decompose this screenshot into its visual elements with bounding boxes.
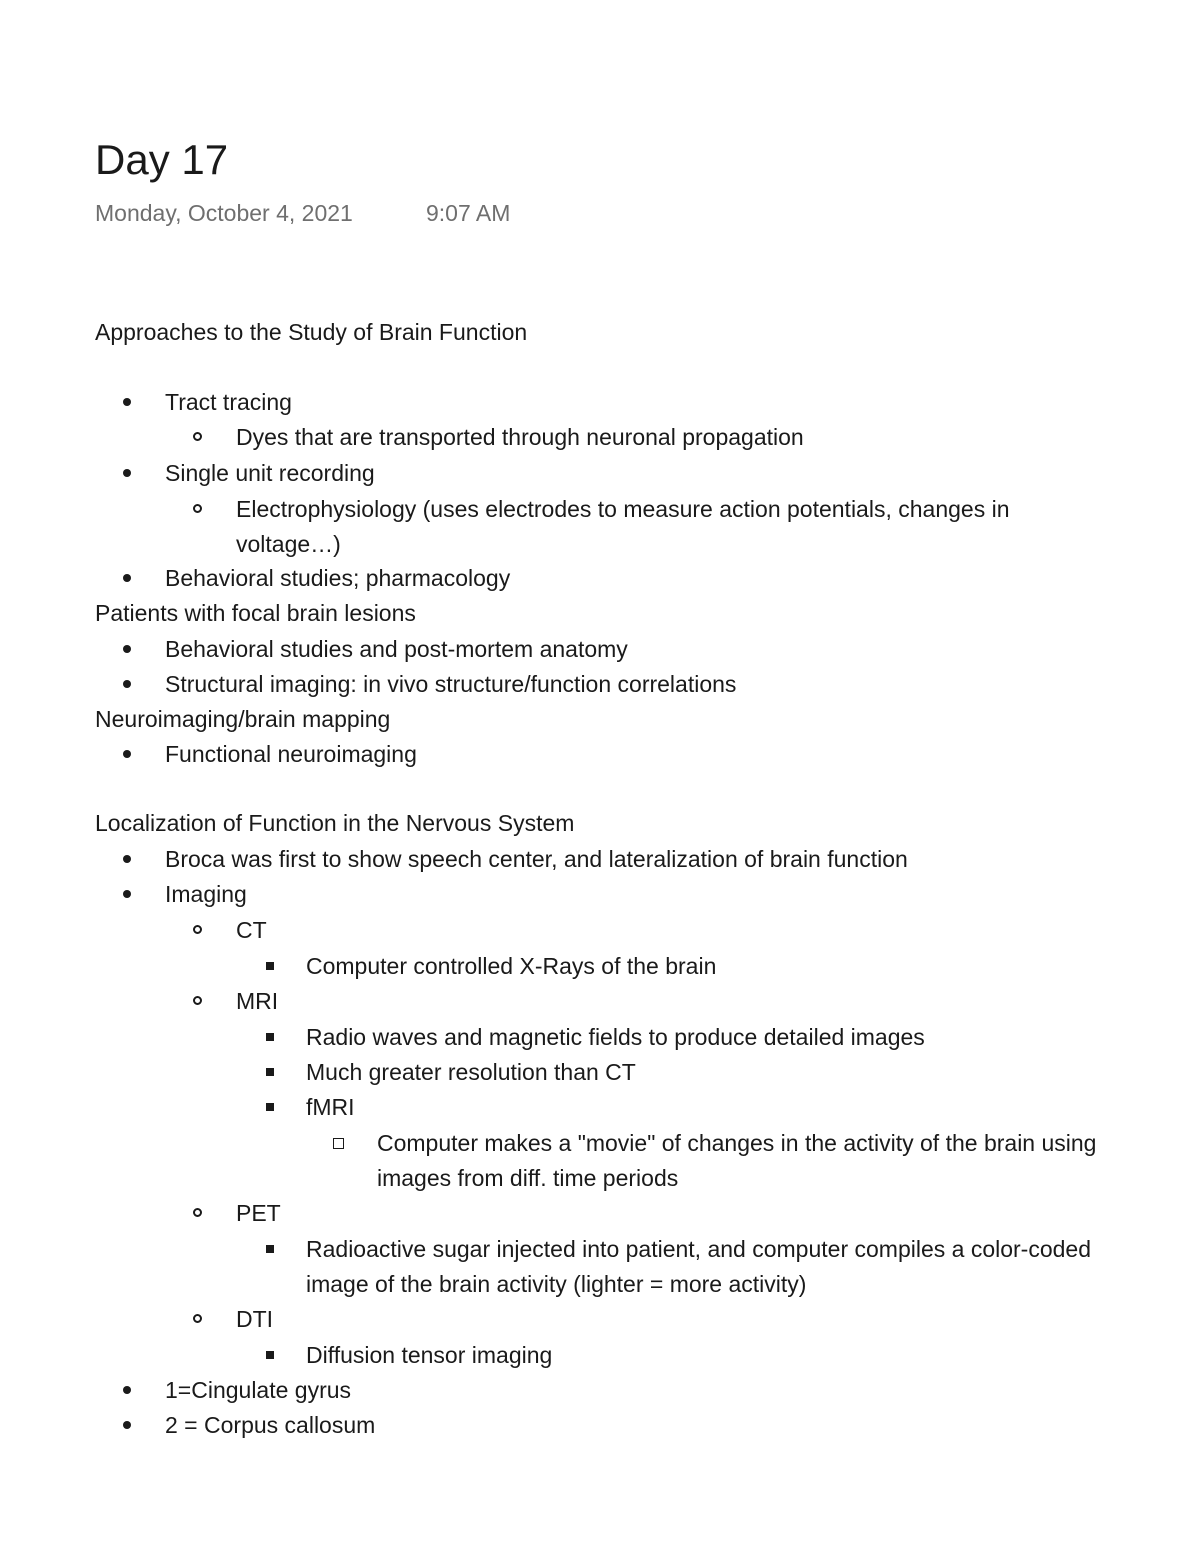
- section-heading: Patients with focal brain lesions: [95, 600, 416, 626]
- list-item: Radioactive sugar injected into patient, and computer compiles a color-coded: [306, 1236, 1091, 1262]
- section-heading: Approaches to the Study of Brain Function: [95, 319, 528, 345]
- bullet-dot-icon: [123, 739, 137, 769]
- bullet-dot-icon: [123, 563, 137, 593]
- bullet-circle-icon: [193, 915, 207, 945]
- list-item: Electrophysiology (uses electrodes to measure action potentials, changes in: [236, 496, 1010, 522]
- list-item-continuation: images from diff. time periods: [377, 1165, 679, 1191]
- bullet-circle-icon: [193, 986, 207, 1016]
- list-item: Computer makes a "movie" of changes in the activity of the brain using: [377, 1130, 1097, 1156]
- bullet-circle-icon: [193, 422, 207, 452]
- bullet-circle-icon: [193, 1304, 207, 1334]
- bullet-square-icon: [266, 1340, 280, 1370]
- note-time: 9:07 AM: [426, 200, 511, 226]
- list-item: Single unit recording: [165, 460, 375, 486]
- bullet-dot-icon: [123, 879, 137, 909]
- list-item: Behavioral studies and post-mortem anatomy: [165, 636, 628, 662]
- bullet-dot-icon: [123, 458, 137, 488]
- bullet-square-icon: [266, 951, 280, 981]
- bullet-square-icon: [266, 1057, 280, 1087]
- list-item: 1=Cingulate gyrus: [165, 1377, 352, 1403]
- list-item: Behavioral studies; pharmacology: [165, 565, 511, 591]
- bullet-circle-icon: [193, 1198, 207, 1228]
- bullet-square-icon: [266, 1092, 280, 1122]
- list-item: 2 = Corpus callosum: [165, 1412, 376, 1438]
- list-item: MRI: [236, 988, 279, 1014]
- list-item: Functional neuroimaging: [165, 741, 417, 767]
- bullet-dot-icon: [123, 844, 137, 874]
- list-item: Radio waves and magnetic fields to produce detailed images: [306, 1024, 925, 1050]
- list-item: PET: [236, 1200, 281, 1226]
- bullet-dot-icon: [123, 634, 137, 664]
- bullet-dot-icon: [123, 1410, 137, 1440]
- bullet-hollow-square-icon: [333, 1128, 347, 1158]
- list-item: Much greater resolution than CT: [306, 1059, 636, 1085]
- list-item: Imaging: [165, 881, 247, 907]
- section-heading: Localization of Function in the Nervous System: [95, 810, 575, 836]
- note-date: Monday, October 4, 2021: [95, 200, 353, 226]
- section-heading: Neuroimaging/brain mapping: [95, 706, 391, 732]
- list-item: Structural imaging: in vivo structure/function correlations: [165, 671, 737, 697]
- list-item: Dyes that are transported through neuronal propagation: [236, 424, 804, 450]
- bullet-square-icon: [266, 1234, 280, 1264]
- list-item: DTI: [236, 1306, 274, 1332]
- list-item: Broca was first to show speech center, and lateralization of brain function: [165, 846, 908, 872]
- list-item: Computer controlled X-Rays of the brain: [306, 953, 717, 979]
- list-item: fMRI: [306, 1094, 355, 1120]
- bullet-dot-icon: [123, 387, 137, 417]
- list-item-continuation: image of the brain activity (lighter = more activity): [306, 1271, 807, 1297]
- bullet-square-icon: [266, 1022, 280, 1052]
- bullet-circle-icon: [193, 494, 207, 524]
- list-item: Diffusion tensor imaging: [306, 1342, 553, 1368]
- bullet-dot-icon: [123, 669, 137, 699]
- list-item: Tract tracing: [165, 389, 292, 415]
- bullet-dot-icon: [123, 1375, 137, 1405]
- list-item: CT: [236, 917, 267, 943]
- list-item-continuation: voltage…): [236, 531, 341, 557]
- note-title: Day 17: [95, 136, 229, 183]
